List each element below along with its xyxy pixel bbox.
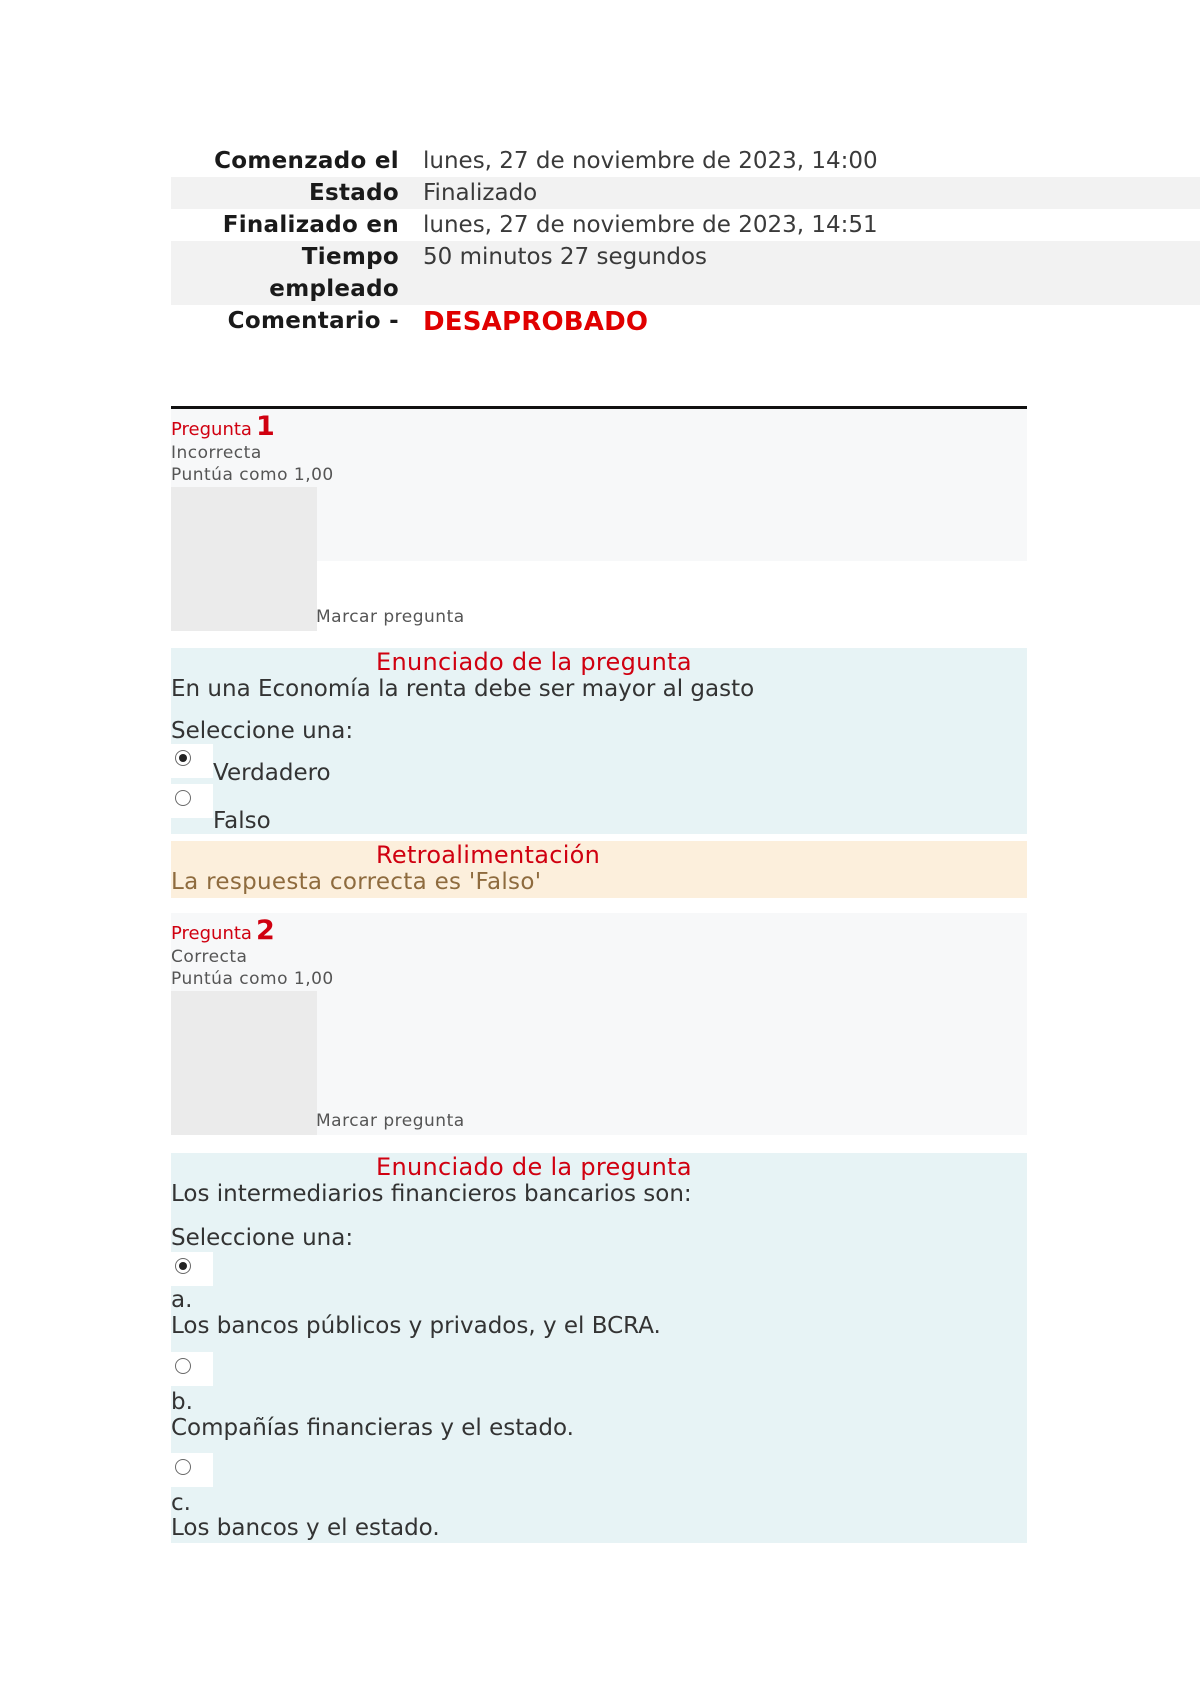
question-1-feedback	[171, 841, 1027, 898]
time-taken-label-line2: empleado	[269, 276, 399, 302]
question-2-flag-link[interactable]: Marcar pregunta	[316, 1111, 465, 1131]
question-2-prompt: Seleccione una:	[171, 1225, 354, 1251]
question-1-state: Incorrecta	[171, 443, 262, 463]
question-1-option-2-radio-box	[171, 784, 213, 818]
started-label: Comenzado el	[214, 148, 399, 174]
question-1-grade: Puntúa como 1,00	[171, 465, 334, 485]
question-1-heading: Enunciado de la pregunta	[376, 648, 692, 676]
question-2-option-b-radio-box	[171, 1352, 213, 1386]
time-taken-label	[171, 241, 411, 305]
summary-row-completed	[171, 209, 1200, 241]
question-1-content	[171, 648, 1027, 834]
question-2-grade: Puntúa como 1,00	[171, 969, 334, 989]
comment-value: DESAPROBADO	[423, 307, 649, 337]
question-2-content	[171, 1153, 1027, 1543]
question-2-text: Los intermediarios financieros bancarios son:	[171, 1181, 692, 1207]
question-2-option-a-radio[interactable]	[175, 1258, 191, 1274]
question-2-number	[171, 915, 275, 946]
question-2-flag-area	[171, 991, 317, 1135]
question-1-info	[171, 409, 1027, 627]
question-1-number	[171, 411, 275, 442]
state-label: Estado	[171, 177, 411, 209]
question-2-option-a-letter: a.	[171, 1287, 193, 1313]
question-1-option-1-radio-box	[171, 744, 213, 778]
question-2-option-b-label[interactable]: Compañías financieras y el estado.	[171, 1415, 574, 1441]
attempt-summary-table	[171, 145, 1200, 339]
question-1-option-1-label[interactable]: Verdadero	[213, 760, 331, 786]
question-1-option-2-label[interactable]: Falso	[213, 808, 271, 834]
question-1-option-1-radio[interactable]	[175, 750, 191, 766]
question-2-state: Correcta	[171, 947, 248, 967]
comment-label: Comentario -	[227, 308, 399, 334]
question-2-option-a-label[interactable]: Los bancos públicos y privados, y el BCRA.	[171, 1313, 661, 1339]
summary-row-comment	[171, 305, 1200, 339]
question-2-option-c-radio[interactable]	[175, 1459, 191, 1475]
question-1-option-2-radio[interactable]	[175, 790, 191, 806]
summary-row-started	[171, 145, 1200, 177]
question-1-flag-area	[171, 487, 317, 631]
completed-value: lunes, 27 de noviembre de 2023, 14:51	[423, 212, 878, 238]
question-number: 1	[255, 411, 275, 442]
time-taken-label-line1: Tiempo	[301, 244, 399, 270]
question-2-option-a-radio-box	[171, 1252, 213, 1286]
question-2-info	[171, 913, 1027, 1135]
time-taken-value: 50 minutos 27 segundos	[411, 241, 1200, 305]
question-2-heading: Enunciado de la pregunta	[376, 1153, 692, 1181]
question-2-option-c-letter: c.	[171, 1490, 191, 1516]
summary-row-state	[171, 177, 1200, 209]
completed-label: Finalizado en	[222, 212, 399, 238]
question-2-option-c-label[interactable]: Los bancos y el estado.	[171, 1515, 440, 1541]
question-1-feedback-text: La respuesta correcta es 'Falso'	[171, 869, 542, 895]
question-2-option-b-letter: b.	[171, 1389, 193, 1415]
state-value: Finalizado	[411, 177, 1200, 209]
question-1-prompt: Seleccione una:	[171, 718, 354, 744]
question-label: Pregunta	[171, 419, 252, 440]
started-value: lunes, 27 de noviembre de 2023, 14:00	[423, 148, 878, 174]
summary-row-time-taken	[171, 241, 1200, 305]
question-1-feedback-heading: Retroalimentación	[376, 841, 601, 869]
question-1-flag-link[interactable]: Marcar pregunta	[316, 607, 465, 627]
question-number: 2	[255, 915, 275, 946]
question-label: Pregunta	[171, 923, 252, 944]
question-1-text: En una Economía la renta debe ser mayor al gasto	[171, 676, 755, 702]
question-2-option-c-radio-box	[171, 1453, 213, 1487]
question-2-option-b-radio[interactable]	[175, 1358, 191, 1374]
